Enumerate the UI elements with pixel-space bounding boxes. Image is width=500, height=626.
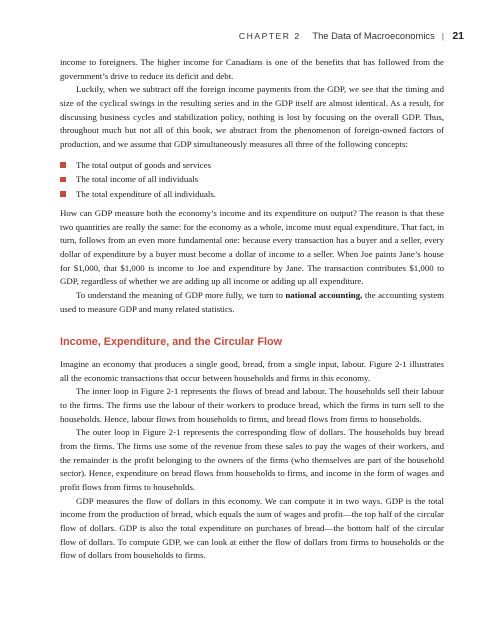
header-separator: | [441, 31, 446, 41]
paragraph-2: Luckily, when we subtract off the foreign income payments from the GDP, we see that the timing and size of the cyclical swings in the resulting series and in the GDP itself are almost identical. As a result, for discussing business cycles and stabilization policy, nothing is lost by focusing on the overall GDP. Thus, throughout much but not all of this book, we abstract from the phenomenon of foreign-owned factors of production, and we assume that GDP simultaneously measures all three of the following concepts: [60, 84, 444, 149]
chapter-number: 2 [294, 31, 301, 41]
section-heading: Income, Expenditure, and the Circular Flow [60, 336, 282, 349]
list-item [60, 187, 444, 202]
paragraph-8: GDP measures the flow of dollars in this economy. We can compute it in two ways. GDP is the total income from the production of bread, which equals the sum of wages and profit—the top half of the circular flow of dollars. GDP is also the total expenditure on purchases of bread—the bottom half of the circular flow of dollars. To compute GDP, we can look at either the flow of dollars from firms to households or the flow of dollars from households to firms. [60, 495, 444, 561]
square-bullet-icon [60, 191, 66, 197]
page-number: 21 [452, 30, 464, 42]
body-text [60, 56, 444, 563]
key-term-national-accounting: national accounting, [285, 290, 363, 301]
paragraph-4-end: the accounting system used to measure GDP and many related statistics. [60, 290, 444, 314]
list-item [60, 172, 444, 187]
chapter-title: The Data of Macroeconomics [312, 30, 435, 41]
paragraph-7: The outer loop in Figure 2-1 represents the corresponding flow of dollars. The households buy bread from the firms. The firms use some of the revenue from these sales to pay the wages of their workers, and the remainder is the profit belonging to the owners of the firms (who themselves are part of the household sector). Hence, expenditure on bread flows from households to firms, and income in the form of wages and profit flows from firms to households. [60, 427, 444, 492]
square-bullet-icon [60, 162, 66, 168]
concept-label: The total output of goods and services [76, 159, 212, 170]
chapter-word: CHAPTER [238, 31, 291, 41]
square-bullet-icon [60, 177, 66, 183]
paragraph-6: The inner loop in Figure 2-1 represents the flows of bread and labour. The households sell their labour to the firms. The firms use the labour of their workers to produce bread, which the firms in turn sell to the households. Hence, labour flows from households to firms, and bread flows from firms to households. [60, 386, 444, 424]
concept-label: The total expenditure of all individuals. [76, 188, 216, 199]
list-item [60, 158, 444, 173]
running-head [239, 30, 464, 42]
paragraph-1: income to foreigners. The higher income for Canadians is one of the benefits that has followed from the government’s drive to reduce its deficit and debt. [60, 57, 444, 81]
concept-label: The total income of all individuals [76, 174, 199, 185]
paragraph-4-start: To understand the meaning of GDP more fully, we turn to [76, 290, 286, 301]
concepts-list [60, 158, 444, 202]
paragraph-3: How can GDP measure both the economy’s income and its expenditure on output? The reason is that these two quantities are really the same: for the economy as a whole, income must equal expenditure. That fact, in turn, follows from an even more fundamental one: because every transaction has a buyer and a seller, every dollar of expenditure by a buyer must become a dollar of income to a seller. When Joe paints Jane’s house for $1,000, that $1,000 is income to Joe and expenditure by Jane. The transaction contributes $1,000 to GDP, regardless of whether we are adding up all income or adding up all expenditure. [60, 208, 444, 287]
paragraph-5: Imagine an economy that produces a single good, bread, from a single input, labour. Figure 2-1 illustrates all the economic transactions that occur between households and firms in this economy. [60, 359, 444, 383]
paragraph-4 [60, 289, 444, 316]
